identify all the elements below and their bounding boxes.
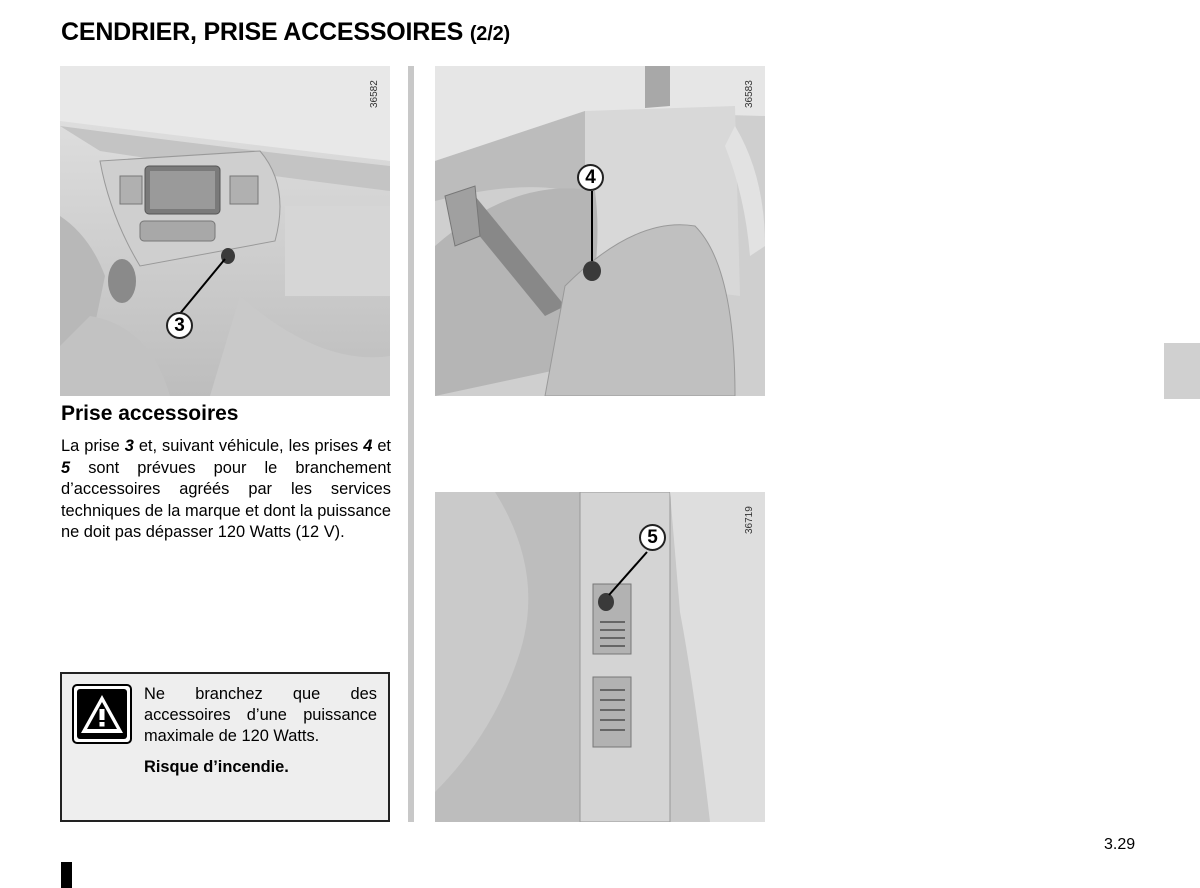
callout-4: 4: [577, 164, 604, 191]
socket-ref-5: 5: [61, 458, 71, 477]
corner-mark: [61, 862, 72, 888]
figure-dashboard: [60, 66, 390, 396]
callout-5: 5: [639, 524, 666, 551]
page-number: 3.29: [1104, 836, 1136, 853]
body-text-part-3: et: [372, 437, 391, 455]
section-heading: Prise accessoires: [61, 402, 239, 425]
warning-emphasis: Risque d’incendie.: [144, 758, 289, 776]
seat-illustration: [435, 66, 765, 396]
page-title-suffix: (2/2): [469, 23, 510, 45]
body-text-part-4: sont prévues pour le branchement d’accessoires agréés par les services techniques de la marque et dont la puissance ne doit pas dépasser 120 Watts (12 V).: [61, 458, 391, 542]
socket-ref-4: 4: [363, 437, 373, 455]
figure-pillar: [435, 492, 765, 822]
section-body: [61, 436, 391, 544]
warning-text: Ne branchez que des accessoires d’une puissance maximale de 120 Watts.: [144, 685, 377, 745]
dashboard-illustration: [60, 66, 390, 396]
page-title-text: CENDRIER, PRISE ACCESSOIRES: [61, 18, 464, 46]
figure-ref-1: 36582: [369, 80, 380, 108]
warning-triangle-icon: [72, 684, 132, 744]
body-text-part-2: et, suivant véhicule, les prises: [133, 437, 364, 455]
socket-ref-3: 3: [124, 437, 134, 455]
body-text-part-1: La prise: [61, 437, 125, 455]
chapter-tab: [1164, 343, 1200, 399]
figure-ref-2: 36583: [744, 80, 755, 108]
warning-box: [60, 672, 390, 822]
figure-seat: [435, 66, 765, 396]
column-divider: [408, 66, 414, 822]
callout-3: 3: [166, 312, 193, 339]
page-title: [61, 18, 510, 47]
pillar-illustration: [435, 492, 765, 822]
figure-ref-3: 36719: [744, 506, 755, 534]
